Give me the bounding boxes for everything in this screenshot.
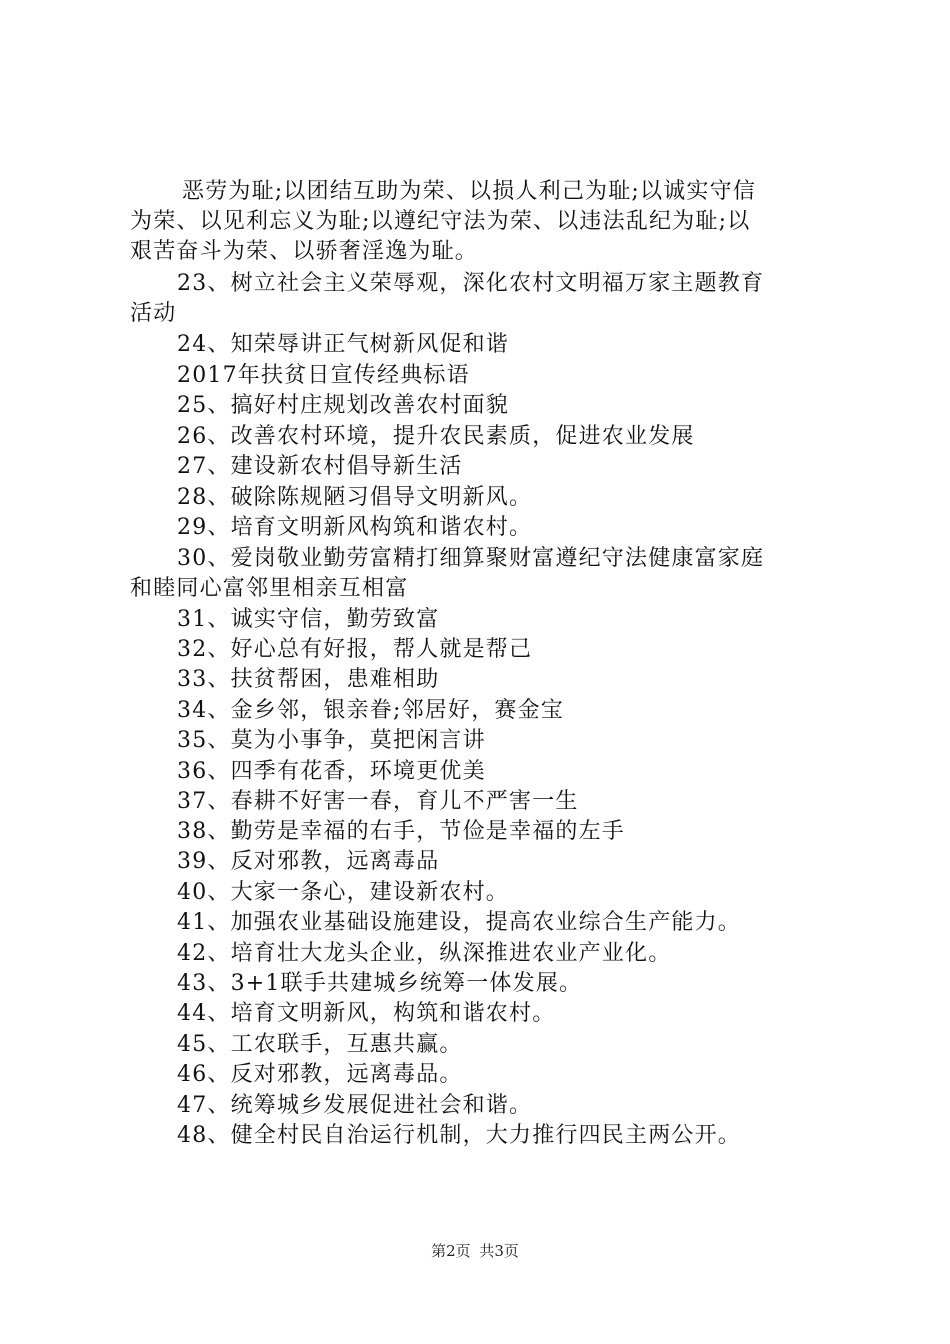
text-line: 恶劳为耻;以团结互助为荣、以损人利己为耻;以诚实守信 [182, 179, 757, 204]
page-total: 共3页 [479, 1242, 519, 1260]
text-line: 34、金乡邻，银亲眷;邻居好，赛金宝 [177, 698, 565, 723]
text-line: 29、培育文明新风构筑和谐农村。 [177, 515, 533, 540]
text-line: 和睦同心富邻里相亲互相富 [130, 576, 409, 601]
text-line: 45、工农联手，互惠共赢。 [177, 1032, 463, 1057]
text-line: 48、健全村民自治运行机制，大力推行四民主两公开。 [177, 1123, 741, 1148]
text-line: 27、建设新农村倡导新生活 [177, 454, 463, 479]
text-line: 40、大家一条心，建设新农村。 [177, 880, 509, 905]
text-line: 44、培育文明新风，构筑和谐农村。 [177, 1001, 556, 1026]
page-number: 第2页 [431, 1242, 471, 1260]
page-footer [0, 1240, 950, 1262]
text-line: 32、好心总有好报，帮人就是帮己 [177, 637, 533, 662]
text-line: 36、四季有花香，环境更优美 [177, 759, 486, 784]
text-line: 37、春耕不好害一春，育儿不严害一生 [177, 789, 579, 814]
text-line: 31、诚实守信，勤劳致富 [177, 607, 440, 632]
text-line: 43、3+1联手共建城乡统筹一体发展。 [177, 971, 583, 996]
text-line: 30、爱岗敬业勤劳富精打细算聚财富遵纪守法健康富家庭 [177, 546, 765, 571]
text-line: 46、反对邪教，远离毒品。 [177, 1062, 463, 1087]
text-line: 23、树立社会主义荣辱观，深化农村文明福万家主题教育 [177, 271, 765, 296]
text-line: 35、莫为小事争，莫把闲言讲 [177, 728, 486, 753]
text-line: 24、知荣辱讲正气树新风促和谐 [177, 332, 509, 357]
text-line: 42、培育壮大龙头企业，纵深推进农业产业化。 [177, 941, 672, 966]
text-line: 39、反对邪教，远离毒品 [177, 849, 440, 874]
text-line: 33、扶贫帮困，患难相助 [177, 667, 440, 692]
text-line: 艰苦奋斗为荣、以骄奢淫逸为耻。 [130, 239, 479, 264]
text-line: 为荣、以见利忘义为耻;以遵纪守法为荣、以违法乱纪为耻;以 [130, 209, 751, 234]
text-line: 47、统筹城乡发展促进社会和谐。 [177, 1093, 533, 1118]
text-line: 26、改善农村环境，提升农民素质，促进农业发展 [177, 424, 695, 449]
text-line: 活动 [130, 301, 177, 326]
text-line: 41、加强农业基础设施建设，提高农业综合生产能力。 [177, 910, 741, 935]
text-line: 28、破除陈规陋习倡导文明新风。 [177, 485, 533, 510]
text-line: 25、搞好村庄规划改善农村面貌 [177, 393, 509, 418]
text-line: 2017年扶贫日宣传经典标语 [177, 363, 470, 388]
text-line: 38、勤劳是幸福的右手，节俭是幸福的左手 [177, 819, 625, 844]
